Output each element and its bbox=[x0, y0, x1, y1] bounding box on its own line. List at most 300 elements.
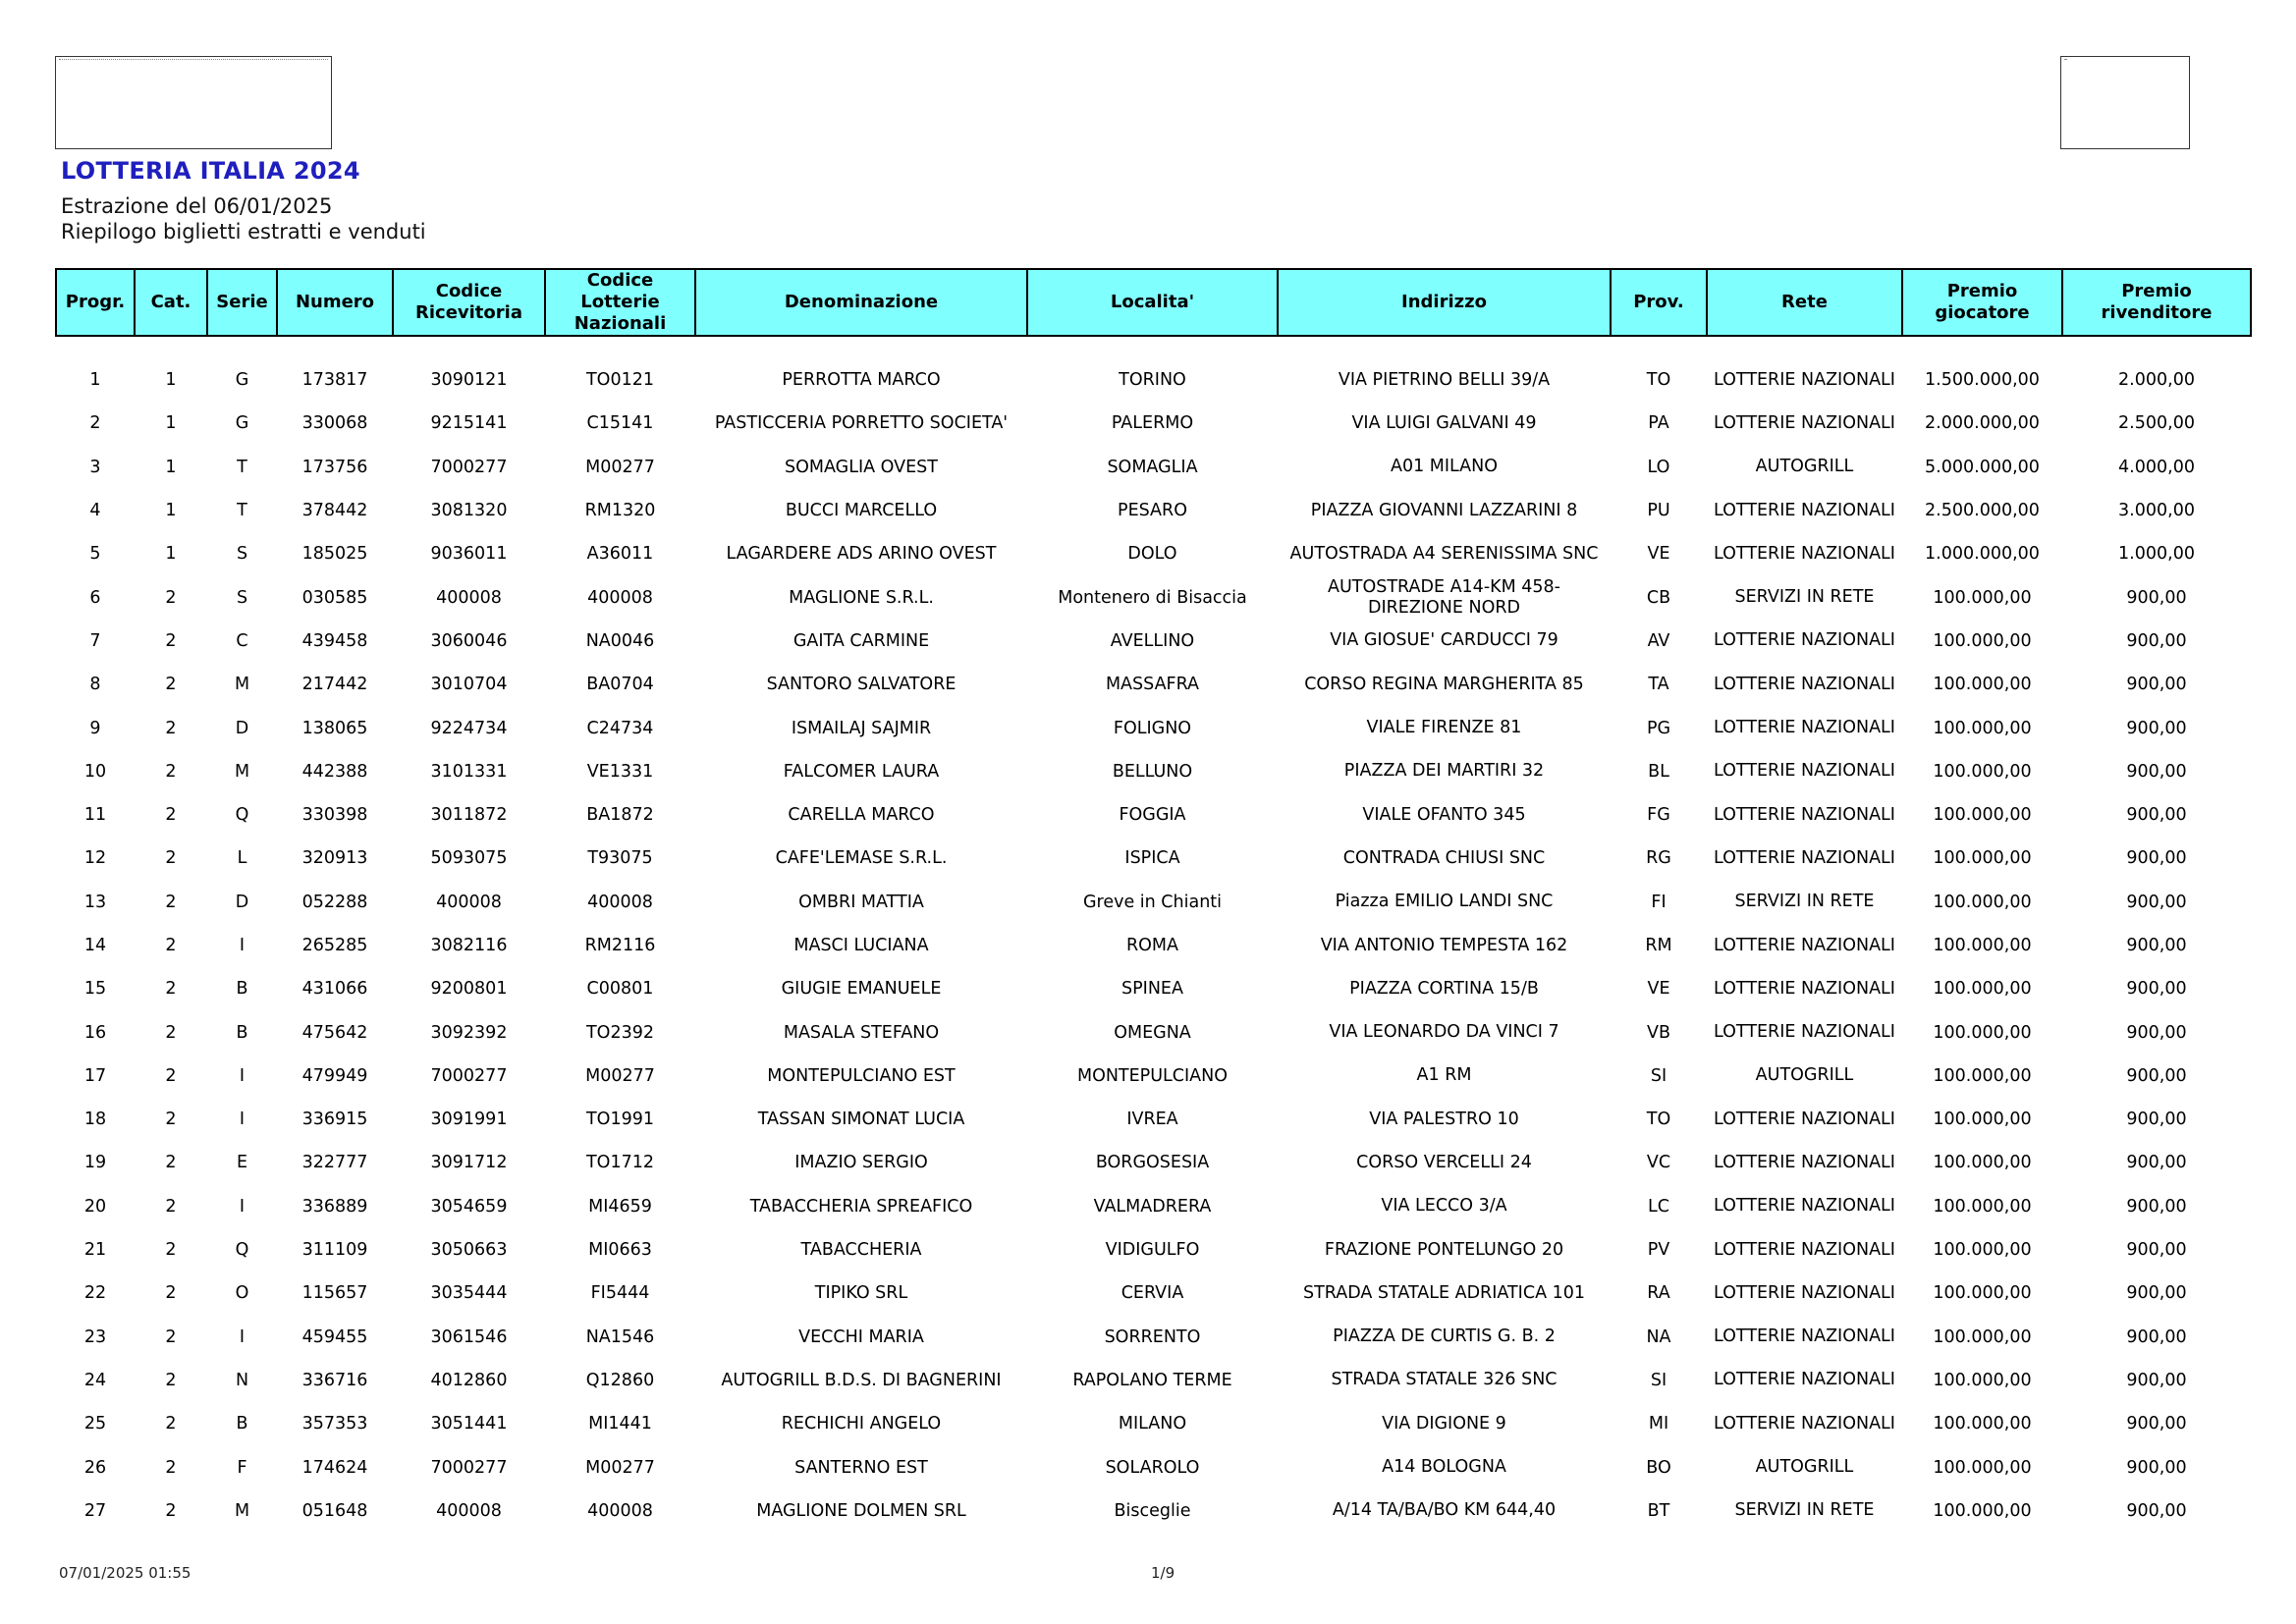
cell-progr: 6 bbox=[89, 587, 101, 608]
report-description: Riepilogo biglietti estratti e venduti bbox=[61, 220, 426, 244]
cell-indirizzo: AUTOSTRADA A4 SERENISSIMA SNC bbox=[1289, 543, 1599, 564]
cell-denominazione: CARELLA MARCO bbox=[788, 805, 935, 826]
table-row bbox=[56, 793, 2251, 837]
cell-numero: 217442 bbox=[301, 675, 368, 695]
cell-denominazione: MASCI LUCIANA bbox=[793, 936, 929, 955]
cell-premio-rivenditore: 900,00 bbox=[2126, 1283, 2187, 1304]
cell-numero: 322777 bbox=[301, 1153, 368, 1173]
cell-denominazione: GAITA CARMINE bbox=[793, 630, 930, 651]
cell-progr: 14 bbox=[83, 936, 107, 955]
cell-premio-rivenditore: 900,00 bbox=[2126, 1370, 2187, 1390]
cell-numero: 320913 bbox=[301, 848, 368, 869]
cell-premio-giocatore: 100.000,00 bbox=[1933, 1457, 2032, 1478]
cell-rete: LOTTERIE NAZIONALI bbox=[1714, 500, 1895, 520]
cell-serie: N bbox=[235, 1370, 249, 1390]
cell-numero: 378442 bbox=[301, 501, 368, 521]
column-header-numero bbox=[277, 269, 393, 336]
cell-indirizzo: PIAZZA GIOVANNI LAZZARINI 8 bbox=[1310, 500, 1578, 520]
table-row bbox=[56, 1141, 2251, 1184]
cell-localita: Greve in Chianti bbox=[1082, 892, 1223, 912]
cell-cat: 2 bbox=[165, 1457, 177, 1478]
cell-rete: LOTTERIE NAZIONALI bbox=[1714, 1196, 1895, 1217]
column-header-line: Lotterie bbox=[580, 292, 660, 312]
cell-rete: LOTTERIE NAZIONALI bbox=[1714, 1109, 1895, 1129]
table-header-row bbox=[56, 269, 2251, 336]
cell-codice-ricevitoria: 7000277 bbox=[430, 1457, 508, 1478]
cell-denominazione: PASTICCERIA PORRETTO SOCIETA' bbox=[714, 413, 1009, 434]
cell-progr: 2 bbox=[89, 413, 101, 434]
cell-denominazione: SOMAGLIA OVEST bbox=[785, 457, 938, 477]
table-row bbox=[56, 837, 2251, 880]
cell-premio-rivenditore: 900,00 bbox=[2126, 587, 2187, 608]
cell-premio-rivenditore: 900,00 bbox=[2126, 1500, 2187, 1521]
cell-rete: LOTTERIE NAZIONALI bbox=[1714, 718, 1895, 738]
cell-codice-lotterie-nazionali: MI4659 bbox=[588, 1196, 652, 1217]
cell-prov: VE bbox=[1647, 979, 1670, 1000]
column-header-prov bbox=[1611, 269, 1707, 336]
cell-codice-lotterie-nazionali: MI1441 bbox=[588, 1414, 652, 1435]
cell-progr: 11 bbox=[83, 805, 107, 826]
table-row bbox=[56, 1359, 2251, 1402]
column-header-line: giocatore bbox=[1935, 302, 2030, 323]
cell-indirizzo: STRADA STATALE 326 SNC bbox=[1331, 1370, 1558, 1390]
column-header-codice-lotterie-nazionali bbox=[545, 269, 695, 336]
cell-codice-lotterie-nazionali: NA1546 bbox=[585, 1326, 655, 1347]
cell-localita: RAPOLANO TERME bbox=[1072, 1370, 1232, 1390]
cell-localita: SOLAROLO bbox=[1105, 1457, 1200, 1478]
cell-cat: 2 bbox=[165, 936, 177, 955]
cell-progr: 26 bbox=[83, 1457, 107, 1478]
cell-prov: VE bbox=[1647, 544, 1670, 565]
cell-progr: 24 bbox=[83, 1370, 107, 1390]
table-row bbox=[56, 1489, 2251, 1533]
cell-localita: ISPICA bbox=[1124, 848, 1180, 869]
header-spacer bbox=[56, 336, 2251, 358]
cell-localita: SPINEA bbox=[1121, 979, 1183, 1000]
column-header-line: Denominazione bbox=[784, 292, 939, 312]
cell-premio-rivenditore: 900,00 bbox=[2126, 1022, 2187, 1043]
cell-prov: LO bbox=[1647, 457, 1670, 477]
cell-premio-giocatore: 100.000,00 bbox=[1933, 1283, 2032, 1304]
cell-premio-giocatore: 1.500.000,00 bbox=[1925, 370, 2040, 391]
cell-serie: I bbox=[239, 1196, 246, 1217]
cell-localita: VIDIGULFO bbox=[1105, 1240, 1200, 1261]
cell-codice-lotterie-nazionali: M00277 bbox=[585, 1457, 655, 1478]
cell-codice-ricevitoria: 9036011 bbox=[430, 544, 508, 565]
cell-premio-rivenditore: 900,00 bbox=[2126, 1196, 2187, 1217]
cell-codice-ricevitoria: 3061546 bbox=[430, 1326, 508, 1347]
column-header-rete bbox=[1707, 269, 1902, 336]
cell-codice-ricevitoria: 3092392 bbox=[430, 1022, 508, 1043]
cell-numero: 479949 bbox=[301, 1065, 368, 1086]
cell-localita: TORINO bbox=[1119, 370, 1186, 391]
cell-serie: S bbox=[236, 587, 248, 608]
draw-date: Estrazione del 06/01/2025 bbox=[61, 194, 333, 218]
cell-prov: AV bbox=[1647, 630, 1670, 651]
cell-premio-giocatore: 100.000,00 bbox=[1933, 936, 2032, 955]
cell-codice-lotterie-nazionali: TO2392 bbox=[585, 1022, 654, 1043]
cell-numero: 265285 bbox=[301, 936, 368, 955]
cell-codice-lotterie-nazionali: NA0046 bbox=[585, 630, 655, 651]
cell-premio-giocatore: 100.000,00 bbox=[1933, 1022, 2032, 1043]
cell-rete: LOTTERIE NAZIONALI bbox=[1714, 935, 1895, 955]
cell-indirizzo: A/14 TA/BA/BO KM 644,40 bbox=[1332, 1500, 1557, 1521]
cell-premio-rivenditore: 900,00 bbox=[2126, 675, 2187, 695]
cell-localita: ROMA bbox=[1125, 936, 1178, 955]
cell-rete: SERVIZI IN RETE bbox=[1734, 587, 1875, 608]
cell-cat: 2 bbox=[165, 587, 177, 608]
cell-premio-giocatore: 100.000,00 bbox=[1933, 1196, 2032, 1217]
cell-rete: LOTTERIE NAZIONALI bbox=[1714, 847, 1895, 868]
cell-localita: AVELLINO bbox=[1110, 630, 1195, 651]
cell-codice-lotterie-nazionali: 400008 bbox=[587, 587, 653, 608]
page-number: 1/9 bbox=[1151, 1564, 1175, 1582]
column-header-line: Localita' bbox=[1110, 292, 1195, 312]
table-row bbox=[56, 924, 2251, 967]
column-header-premio-giocatore bbox=[1902, 269, 2062, 336]
cell-prov: SI bbox=[1650, 1370, 1667, 1390]
cell-serie: G bbox=[235, 370, 249, 391]
cell-prov: MI bbox=[1648, 1414, 1669, 1435]
cell-numero: 185025 bbox=[301, 544, 368, 565]
cell-cat: 1 bbox=[165, 457, 177, 477]
cell-cat: 1 bbox=[165, 370, 177, 391]
column-header-line: Codice bbox=[435, 281, 503, 301]
cell-localita: DOLO bbox=[1127, 544, 1177, 565]
column-header-line: Rete bbox=[1781, 292, 1828, 312]
cell-denominazione: MASALA STEFANO bbox=[783, 1022, 940, 1043]
cell-codice-lotterie-nazionali: C15141 bbox=[586, 413, 654, 434]
cell-serie: F bbox=[237, 1457, 247, 1478]
cell-numero: 052288 bbox=[301, 892, 368, 912]
cell-prov: FG bbox=[1647, 805, 1670, 826]
cell-rete: LOTTERIE NAZIONALI bbox=[1714, 1152, 1895, 1172]
table-row bbox=[56, 1445, 2251, 1489]
cell-premio-giocatore: 100.000,00 bbox=[1933, 1370, 2032, 1390]
cell-indirizzo: VIA LUIGI GALVANI 49 bbox=[1351, 412, 1537, 433]
cell-denominazione: AUTOGRILL B.D.S. DI BAGNERINI bbox=[721, 1370, 1002, 1390]
cell-serie: E bbox=[236, 1153, 248, 1173]
cell-indirizzo: VIALE OFANTO 345 bbox=[1362, 804, 1526, 825]
cell-denominazione: IMAZIO SERGIO bbox=[794, 1153, 928, 1173]
cell-premio-giocatore: 100.000,00 bbox=[1933, 892, 2032, 912]
logo-left bbox=[55, 56, 332, 149]
cell-numero: 030585 bbox=[301, 587, 368, 608]
column-header-line: Serie bbox=[216, 292, 268, 312]
column-header-line: rivenditore bbox=[2101, 302, 2213, 323]
cell-codice-ricevitoria: 7000277 bbox=[430, 457, 508, 477]
cell-denominazione: CAFE'LEMASE S.R.L. bbox=[775, 848, 948, 869]
cell-serie: I bbox=[239, 936, 246, 955]
cell-indirizzo: CONTRADA CHIUSI SNC bbox=[1342, 847, 1546, 868]
cell-serie: T bbox=[237, 501, 247, 521]
cell-premio-rivenditore: 2.500,00 bbox=[2118, 413, 2195, 434]
cell-prov: SI bbox=[1650, 1065, 1667, 1086]
table-row bbox=[56, 402, 2251, 445]
cell-localita: PESARO bbox=[1118, 501, 1187, 521]
cell-numero: 173817 bbox=[301, 370, 368, 391]
cell-localita: Montenero di Bisaccia bbox=[1058, 587, 1247, 608]
cell-serie: D bbox=[235, 892, 249, 912]
cell-numero: 311109 bbox=[301, 1240, 368, 1261]
column-header-serie bbox=[207, 269, 277, 336]
cell-cat: 2 bbox=[165, 718, 177, 738]
cell-codice-lotterie-nazionali: Q12860 bbox=[585, 1370, 655, 1390]
cell-progr: 23 bbox=[83, 1326, 107, 1347]
cell-progr: 4 bbox=[89, 501, 101, 521]
column-header-progr bbox=[56, 269, 135, 336]
page-title: LOTTERIA ITALIA 2024 bbox=[61, 157, 360, 185]
column-header-line: Premio bbox=[1946, 281, 2018, 301]
cell-cat: 2 bbox=[165, 892, 177, 912]
cell-serie: M bbox=[234, 761, 250, 782]
cell-indirizzo: VIA LECCO 3/A bbox=[1381, 1196, 1507, 1217]
cell-premio-giocatore: 100.000,00 bbox=[1933, 1326, 2032, 1347]
table-row bbox=[56, 532, 2251, 575]
cell-numero: 138065 bbox=[301, 718, 368, 738]
cell-cat: 2 bbox=[165, 1414, 177, 1435]
cell-serie: M bbox=[234, 1500, 250, 1521]
cell-premio-giocatore: 100.000,00 bbox=[1933, 1153, 2032, 1173]
cell-progr: 15 bbox=[83, 979, 107, 1000]
cell-premio-rivenditore: 1.000,00 bbox=[2118, 544, 2195, 565]
cell-localita: SORRENTO bbox=[1104, 1326, 1201, 1347]
cell-cat: 2 bbox=[165, 1326, 177, 1347]
cell-serie: G bbox=[235, 413, 249, 434]
cell-cat: 1 bbox=[165, 544, 177, 565]
cell-premio-giocatore: 100.000,00 bbox=[1933, 805, 2032, 826]
cell-premio-rivenditore: 900,00 bbox=[2126, 1240, 2187, 1261]
cell-codice-ricevitoria: 3011872 bbox=[430, 805, 508, 826]
cell-premio-rivenditore: 900,00 bbox=[2126, 892, 2187, 912]
cell-denominazione: OMBRI MATTIA bbox=[798, 892, 924, 912]
cell-localita: SOMAGLIA bbox=[1107, 457, 1198, 477]
cell-premio-rivenditore: 900,00 bbox=[2126, 718, 2187, 738]
table-row bbox=[56, 706, 2251, 749]
cell-premio-rivenditore: 2.000,00 bbox=[2118, 370, 2195, 391]
cell-progr: 7 bbox=[89, 630, 101, 651]
cell-indirizzo: VIA PALESTRO 10 bbox=[1369, 1109, 1519, 1129]
cell-premio-giocatore: 100.000,00 bbox=[1933, 1414, 2032, 1435]
cell-codice-ricevitoria: 400008 bbox=[436, 587, 502, 608]
cell-localita: FOLIGNO bbox=[1113, 718, 1192, 738]
cell-codice-lotterie-nazionali: RM1320 bbox=[584, 501, 656, 521]
cell-codice-ricevitoria: 9200801 bbox=[430, 979, 508, 1000]
cell-prov: PV bbox=[1647, 1240, 1670, 1261]
column-header-line: Prov. bbox=[1633, 292, 1684, 312]
cell-denominazione: MONTEPULCIANO EST bbox=[767, 1065, 956, 1086]
cell-rete: LOTTERIE NAZIONALI bbox=[1714, 1282, 1895, 1303]
cell-codice-ricevitoria: 3051441 bbox=[430, 1414, 508, 1435]
cell-codice-ricevitoria: 3050663 bbox=[430, 1240, 508, 1261]
cell-cat: 2 bbox=[165, 1240, 177, 1261]
cell-progr: 8 bbox=[89, 675, 101, 695]
cell-serie: T bbox=[237, 457, 247, 477]
cell-rete: LOTTERIE NAZIONALI bbox=[1714, 1022, 1895, 1043]
cell-prov: BL bbox=[1648, 761, 1669, 782]
cell-serie: B bbox=[236, 1022, 248, 1043]
cell-premio-giocatore: 2.000.000,00 bbox=[1925, 413, 2040, 434]
table-row bbox=[56, 663, 2251, 706]
cell-denominazione: VECCHI MARIA bbox=[798, 1326, 924, 1347]
cell-numero: 475642 bbox=[301, 1022, 368, 1043]
cell-progr: 10 bbox=[83, 761, 107, 782]
cell-premio-rivenditore: 3.000,00 bbox=[2118, 501, 2195, 521]
cell-rete: LOTTERIE NAZIONALI bbox=[1714, 1239, 1895, 1260]
cell-premio-giocatore: 5.000.000,00 bbox=[1925, 457, 2040, 477]
cell-premio-giocatore: 100.000,00 bbox=[1933, 1500, 2032, 1521]
cell-localita: MILANO bbox=[1118, 1414, 1187, 1435]
cell-numero: 174624 bbox=[301, 1457, 368, 1478]
cell-cat: 2 bbox=[165, 1283, 177, 1304]
cell-rete: LOTTERIE NAZIONALI bbox=[1714, 630, 1895, 651]
column-header-denominazione bbox=[695, 269, 1027, 336]
cell-rete: LOTTERIE NAZIONALI bbox=[1714, 674, 1895, 694]
cell-indirizzo: PIAZZA DE CURTIS G. B. 2 bbox=[1333, 1326, 1556, 1347]
cell-codice-ricevitoria: 5093075 bbox=[430, 848, 508, 869]
cell-codice-ricevitoria: 4012860 bbox=[430, 1370, 508, 1390]
column-header-line: Nazionali bbox=[574, 313, 667, 334]
cell-premio-rivenditore: 900,00 bbox=[2126, 1414, 2187, 1435]
cell-cat: 2 bbox=[165, 805, 177, 826]
cell-indirizzo: A1 RM bbox=[1416, 1065, 1472, 1086]
cell-localita: MONTEPULCIANO bbox=[1076, 1065, 1229, 1086]
table-row bbox=[56, 1055, 2251, 1098]
cell-codice-lotterie-nazionali: T93075 bbox=[587, 848, 653, 869]
cell-indirizzo: VIA DIGIONE 9 bbox=[1382, 1413, 1506, 1434]
column-header-line: Indirizzo bbox=[1401, 292, 1487, 312]
cell-progr: 12 bbox=[83, 848, 107, 869]
cell-serie: M bbox=[234, 675, 250, 695]
cell-numero: 115657 bbox=[301, 1283, 368, 1304]
cell-premio-giocatore: 100.000,00 bbox=[1933, 630, 2032, 651]
table-row bbox=[56, 1316, 2251, 1359]
cell-denominazione: ISMAILAJ SAJMIR bbox=[791, 718, 932, 738]
cell-cat: 2 bbox=[165, 979, 177, 1000]
cell-denominazione: TABACCHERIA SPREAFICO bbox=[749, 1196, 973, 1217]
cell-localita: BELLUNO bbox=[1112, 761, 1193, 782]
cell-premio-rivenditore: 900,00 bbox=[2126, 630, 2187, 651]
cell-rete: LOTTERIE NAZIONALI bbox=[1714, 1370, 1895, 1390]
cell-serie: I bbox=[239, 1065, 246, 1086]
table-row bbox=[56, 967, 2251, 1010]
cell-codice-lotterie-nazionali: M00277 bbox=[585, 457, 655, 477]
cell-rete: SERVIZI IN RETE bbox=[1734, 892, 1875, 912]
cell-rete: LOTTERIE NAZIONALI bbox=[1714, 543, 1895, 564]
cell-progr: 21 bbox=[83, 1240, 107, 1261]
cell-codice-ricevitoria: 3035444 bbox=[430, 1283, 508, 1304]
cell-denominazione: MAGLIONE DOLMEN SRL bbox=[756, 1500, 966, 1521]
cell-premio-giocatore: 100.000,00 bbox=[1933, 1110, 2032, 1130]
cell-progr: 3 bbox=[89, 457, 101, 477]
cell-premio-giocatore: 100.000,00 bbox=[1933, 1240, 2032, 1261]
cell-codice-lotterie-nazionali: BA1872 bbox=[586, 805, 654, 826]
cell-codice-ricevitoria: 3091991 bbox=[430, 1110, 508, 1130]
cell-premio-rivenditore: 900,00 bbox=[2126, 1065, 2187, 1086]
cell-progr: 25 bbox=[83, 1414, 107, 1435]
cell-premio-rivenditore: 900,00 bbox=[2126, 1153, 2187, 1173]
table-row bbox=[56, 1185, 2251, 1228]
cell-progr: 17 bbox=[83, 1065, 107, 1086]
table-row bbox=[56, 620, 2251, 663]
table-row bbox=[56, 1272, 2251, 1315]
cell-prov: PU bbox=[1647, 501, 1670, 521]
cell-codice-lotterie-nazionali: BA0704 bbox=[586, 675, 654, 695]
table-row bbox=[56, 1098, 2251, 1141]
table-body bbox=[56, 336, 2251, 1533]
table-row bbox=[56, 1010, 2251, 1054]
cell-codice-ricevitoria: 3090121 bbox=[430, 370, 508, 391]
table-row bbox=[56, 575, 2251, 619]
cell-indirizzo: FRAZIONE PONTELUNGO 20 bbox=[1324, 1239, 1564, 1260]
logo-placeholder-left bbox=[59, 59, 328, 63]
cell-premio-giocatore: 100.000,00 bbox=[1933, 587, 2032, 608]
cell-prov: TO bbox=[1646, 370, 1671, 391]
column-header-localita bbox=[1027, 269, 1278, 336]
cell-numero: 459455 bbox=[301, 1326, 368, 1347]
cell-indirizzo: PIAZZA DEI MARTIRI 32 bbox=[1343, 761, 1545, 782]
cell-cat: 2 bbox=[165, 761, 177, 782]
cell-premio-rivenditore: 900,00 bbox=[2126, 805, 2187, 826]
cell-rete: LOTTERIE NAZIONALI bbox=[1714, 369, 1895, 390]
cell-prov: LC bbox=[1648, 1196, 1669, 1217]
cell-cat: 2 bbox=[165, 1370, 177, 1390]
cell-codice-lotterie-nazionali: A36011 bbox=[586, 544, 654, 565]
cell-premio-rivenditore: 4.000,00 bbox=[2118, 457, 2195, 477]
logo-right bbox=[2060, 56, 2190, 149]
cell-prov: BO bbox=[1646, 1457, 1671, 1478]
cell-localita: Bisceglie bbox=[1114, 1500, 1191, 1521]
column-header-line: Cat. bbox=[150, 292, 191, 312]
column-header-indirizzo bbox=[1278, 269, 1611, 336]
table-row bbox=[56, 1228, 2251, 1272]
cell-denominazione: LAGARDERE ADS ARINO OVEST bbox=[726, 544, 997, 565]
table-row bbox=[56, 358, 2251, 402]
cell-denominazione: BUCCI MARCELLO bbox=[785, 501, 938, 521]
cell-serie: I bbox=[239, 1110, 246, 1130]
cell-codice-lotterie-nazionali: TO1712 bbox=[585, 1153, 654, 1173]
column-header-line: Ricevitoria bbox=[415, 302, 522, 323]
cell-codice-ricevitoria: 3082116 bbox=[430, 936, 508, 955]
cell-premio-rivenditore: 900,00 bbox=[2126, 936, 2187, 955]
cell-indirizzo: VIA PIETRINO BELLI 39/A bbox=[1338, 369, 1551, 390]
cell-prov: BT bbox=[1647, 1500, 1670, 1521]
cell-prov: NA bbox=[1646, 1326, 1671, 1347]
cell-rete: LOTTERIE NAZIONALI bbox=[1714, 804, 1895, 825]
cell-codice-lotterie-nazionali: VE1331 bbox=[586, 761, 654, 782]
cell-rete: LOTTERIE NAZIONALI bbox=[1714, 978, 1895, 999]
cell-codice-ricevitoria: 3081320 bbox=[430, 501, 508, 521]
cell-serie: Q bbox=[235, 805, 249, 826]
cell-numero: 357353 bbox=[301, 1414, 368, 1435]
cell-rete: AUTOGRILL bbox=[1755, 1065, 1854, 1086]
cell-numero: 442388 bbox=[301, 761, 368, 782]
cell-denominazione: FALCOMER LAURA bbox=[783, 761, 940, 782]
column-header-codice-ricevitoria bbox=[393, 269, 545, 336]
cell-indirizzo: STRADA STATALE ADRIATICA 101 bbox=[1302, 1282, 1586, 1303]
cell-progr: 22 bbox=[83, 1283, 107, 1304]
cell-indirizzo: Piazza EMILIO LANDI SNC bbox=[1335, 892, 1554, 912]
cell-progr: 9 bbox=[89, 718, 101, 738]
cell-codice-lotterie-nazionali: 400008 bbox=[587, 892, 653, 912]
cell-numero: 336889 bbox=[301, 1196, 368, 1217]
cell-prov: RM bbox=[1645, 936, 1672, 955]
cell-rete: SERVIZI IN RETE bbox=[1734, 1500, 1875, 1521]
cell-denominazione: PERROTTA MARCO bbox=[782, 370, 941, 391]
cell-serie: Q bbox=[235, 1240, 249, 1261]
cell-numero: 439458 bbox=[301, 630, 368, 651]
cell-prov: TA bbox=[1648, 675, 1669, 695]
